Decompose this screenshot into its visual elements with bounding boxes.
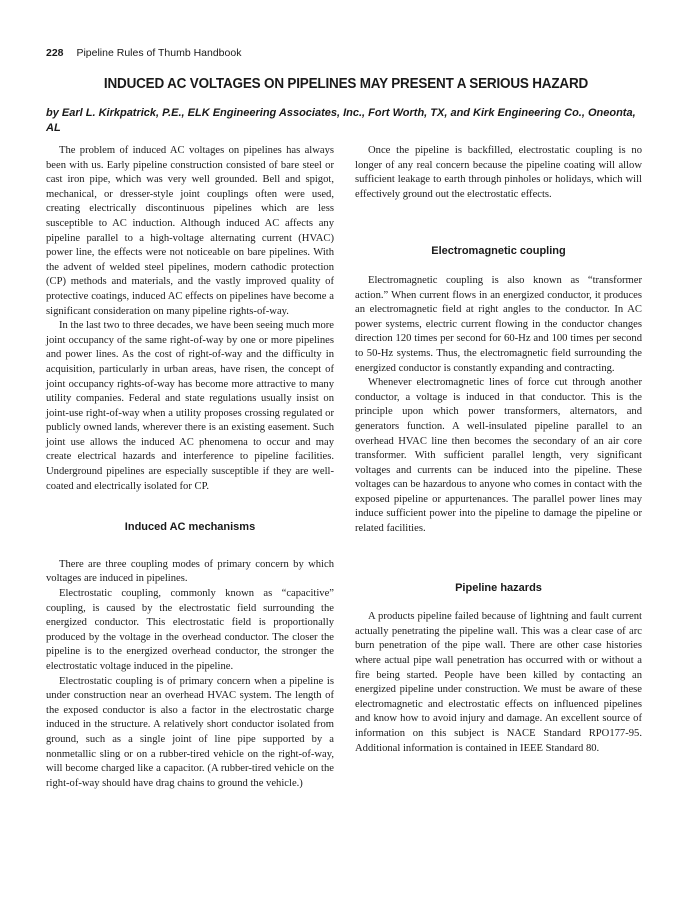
body-paragraph: There are three coupling modes of primary concern by which voltages are induced in pipelines. bbox=[46, 558, 334, 585]
section-heading-induced-ac-mechanisms: Induced AC mechanisms bbox=[124, 521, 256, 534]
body-paragraph: In the last two to three decades, we have been seeing much more joint occupancy of the same right-of-way by one or more pipelines and power lines. As the cost of right-of-way and the difficulty in acquisition, particularly in urban areas, have risen, the concept of joint occupancy rights-of-way has become more attractive to many utility companies. Federal and state regulations usually insist on joint-use right-of-way when a utility proposes crossing regulated or publicly owned lands, wherever there is an existing easement. Such joint use allows the induced AC phenomena to occur and may create electrical hazards and interference to pipeline facilities. Underground pipelines are especially susceptible if they are well-coated and electrically isolated for CP. bbox=[46, 320, 334, 492]
right-column bbox=[355, 144, 642, 756]
body-paragraph: The problem of induced AC voltages on pipelines has always been with us. Early pipeline construction consisted of bare steel or cast iron pipe, which was very well grounded. Bell and spigot, mechanical, or dresser-style joint couplings often were used, creating electrically discontinuous pipelines which are less susceptible to AC induction. Although induced AC affects any pipeline parallel to a high-voltage alternating current (HVAC) power line, the effects were not noticeable on bare pipelines. With the advent of welded steel pipelines, modern cathodic protection (CP) methods and materials, and the vastly improved quality of protective coatings, induced AC effects on pipelines have become a significant consideration on many pipeline rights-of-way. bbox=[46, 145, 334, 317]
article-byline: by Earl L. Kirkpatrick, P.E., ELK Engineering Associates, Inc., Fort Worth, TX, and Kirk Engineering Co., Oneonta, AL bbox=[46, 107, 636, 134]
section-heading-pipeline-hazards: Pipeline hazards bbox=[455, 581, 542, 594]
body-paragraph: Once the pipeline is backfilled, electrostatic coupling is no longer of any real concern because the pipeline coating will allow sufficient leakage to earth through pinholes or holidays, which will effectively ground out the electrostatic effects. bbox=[355, 145, 642, 200]
body-paragraph: A products pipeline failed because of lightning and fault current actually penetrating the pipeline wall. This was a clear case of arc burn penetration of the pipe wall. There are other case histories where actual pipe wall penetration has occurred with or without a fire being started. People have been killed by contacting an energized pipeline under construction. We must be aware of these electromagnetic and electrostatic effects on influenced pipelines and know how to avoid injury and damage. An excellent source of information on this subject is NACE Standard RPO177-95. Additional information is contained in IEEE Standard 80. bbox=[355, 611, 642, 754]
body-paragraph: Electromagnetic coupling is also known as “transformer action.” When current flows in an energized conductor, it produces an electromagnetic field at right angles to the conductor. In AC power systems, electric current flowing in the conductor changes direction 120 times per second for 60-Hz and 100 times per second to 50-Hz systems. Thus, the electromagnetic field surrounding the energized conductor is constantly expanding and contracting. bbox=[355, 274, 642, 374]
section-heading-electromagnetic-coupling: Electromagnetic coupling bbox=[431, 245, 566, 258]
body-paragraph: Electrostatic coupling is of primary concern when a pipeline is under construction near an overhead HVAC system. The length of the exposed conductor is also a factor in the electrostatic charge induced in the structure. A relatively short conductor isolated from ground, such as a single joint of line pipe supported by a nonmetallic sling or on a rubber-tired vehicle on the right-of-way, will become charged like a capacitor. (A rubber-tired vehicle on the right-of-way should have drag chains to ground the vehicle.) bbox=[46, 675, 334, 789]
page-number: 228 bbox=[46, 47, 64, 59]
body-paragraph: Whenever electromagnetic lines of force cut through another conductor, a voltage is induced in that conductor. This is the principle upon which power transformers, alternators, and generators function. A well-insulated pipeline parallel to an overhead HVAC line then becomes the secondary of an air core transformer. With sufficient parallel length, very significant voltages and currents can be induced into the pipeline. These voltages can be hazardous to anyone who comes in contact with the exposed pipeline or appurtenances. The parallel power lines may induce sufficient power into the pipeline to damage the pipeline or related facilities. bbox=[355, 377, 642, 535]
body-paragraph: Electrostatic coupling, commonly known as “capacitive” coupling, is caused by the electrostatic field surrounding the energized conductor. This electrostatic field is proportionally produced by the voltage in the overhead conductor. The closer the pipeline is to the energized overhead conductor, the stronger the electrostatic voltage induced in the pipeline. bbox=[46, 588, 334, 672]
left-column bbox=[46, 144, 334, 791]
article-title: INDUCED AC VOLTAGES ON PIPELINES MAY PRESENT A SERIOUS HAZARD bbox=[103, 76, 589, 92]
running-header bbox=[46, 47, 241, 59]
book-title: Pipeline Rules of Thumb Handbook bbox=[76, 47, 242, 59]
